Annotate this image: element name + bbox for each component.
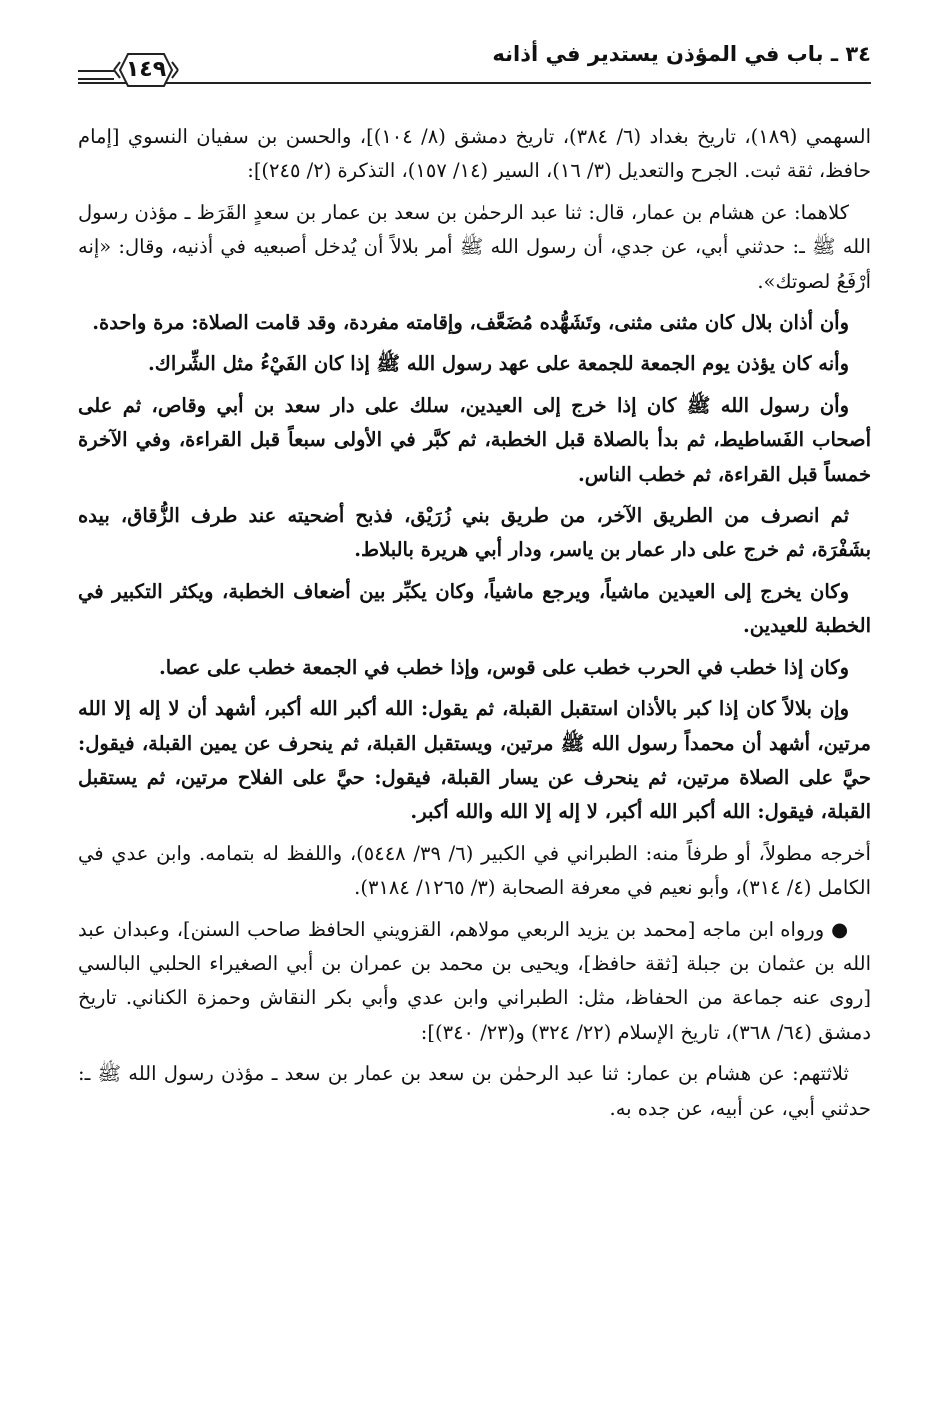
paragraph: ثلاثتهم: عن هشام بن عمار: ثنا عبد الرحمٰن بن سعد بن عمار بن سعد ـ مؤذن رسول الله ﷺ ـ: حدثني أبي، عن أبيه، عن جده به. [78, 1062, 871, 1120]
paragraph: ثم انصرف من الطريق الآخر، من طريق بني زُرَيْق، فذبح أضحيته عند طرف الزُّقاق، بيده بشَفْرَة، ثم خرج على دار عمار بن ياسر، ودار أبي هريرة بالبلاط. [78, 504, 871, 562]
paragraph: وأن رسول الله ﷺ كان إذا خرج إلى العيدين، سلك على دار سعد بن أبي وقاص، ثم على أصحاب الفَساطيط، ثم بدأ بالصلاة قبل الخطبة، ثم كبَّر في الأولى سبعاً قبل القراءة، وفي الآخرة خمساً قبل القراءة، ثم خطب الناس. [78, 393, 871, 486]
paragraph-text: ورواه ابن ماجه [محمد بن يزيد الربعي مولاهم، القزويني الحافظ صاحب السنن]، وعبدان عبد الله بن عثمان بن جبلة [ثقة حافظ]، ويحيى بن محمد بن عمران بن أبي الصغيراء الحلبي البالسي [روى عنه جماعة من الحفاظ، مثل: الطبراني وابن عدي وأبي بكر النقاش وحمزة الكناني. تاريخ دمشق (٦٤/ ٣٦٨)، تاريخ الإسلام (٢٢/ ٣٢٤) و(٢٣/ ٣٤٠)]: [78, 917, 871, 1044]
paragraph: السهمي (١٨٩)، تاريخ بغداد (٦/ ٣٨٤)، تاريخ دمشق (٨/ ١٠٤)]، والحسن بن سفيان النسوي [إمام حافظ، ثقة ثبت. الجرح والتعديل (٣/ ١٦)، السير (١٤/ ١٥٧)، التذكرة (٢/ ٢٤٥)]: [78, 125, 872, 183]
header-double-rule [78, 70, 114, 80]
page-number-badge [110, 50, 182, 90]
chapter-title: ٣٤ ـ باب في المؤذن يستدير في أذانه [492, 42, 871, 66]
header-rule [78, 82, 871, 84]
paragraph: وكان يخرج إلى العيدين ماشياً، ويرجع ماشياً، وكان يكبِّر بين أضعاف الخطبة، ويكثر التكبير في الخطبة للعيدين. [78, 579, 871, 638]
paragraph-with-bullet [78, 913, 871, 1051]
page-number: ١٤٩ [125, 57, 167, 82]
paragraph: وكان إذا خطب في الحرب خطب على قوس، وإذا خطب في الجمعة خطب على عصا. [158, 655, 849, 679]
paragraph: وإن بلالاً كان إذا كبر بالأذان استقبل القبلة، ثم يقول: الله أكبر الله أكبر، أشهد أن لا إله إلا الله مرتين، أشهد أن محمداً رسول الله ﷺ مرتين، ويستقبل القبلة، ثم ينحرف عن يمين القبلة، فيقول: حيَّ على الصلاة مرتين، ثم ينحرف عن يسار القبلة، فيقول: حيَّ على الفلاح مرتين، ثم يستقبل القبلة، فيقول: الله أكبر الله أكبر، لا إله إلا الله والله أكبر. [78, 697, 871, 824]
bullet-marker: ● [831, 917, 850, 941]
page-body [78, 120, 871, 1133]
paragraph: أخرجه مطولاً، أو طرفاً منه: الطبراني في الكبير (٦/ ٣٩/ ٥٤٤٨)، واللفظ له بتمامه. وابن عدي في الكامل (٤/ ٣١٤)، وأبو نعيم في معرفة الصحابة (٣/ ١٢٦٥/ ٣١٨٤). [78, 841, 871, 900]
page-header [78, 30, 871, 94]
paragraph: كلاهما: عن هشام بن عمار، قال: ثنا عبد الرحمٰن بن سعد بن عمار بن سعدٍ القَرَظ ـ مؤذن رسول الله ﷺ ـ: حدثني أبي، عن جدي، أن رسول الله ﷺ أمر بلالاً أن يُدخل أصبعيه في أذنيه، وقال: «إنه أرْفَعُ لصوتك». [78, 200, 871, 293]
paragraph: وأن أذان بلال كان مثنى مثنى، وتَشَهُّده مُضَعَّف، وإقامته مفردة، وقد قامت الصلاة: مرة واحدة. [92, 311, 849, 335]
paragraph: وأنه كان يؤذن يوم الجمعة للجمعة على عهد رسول الله ﷺ إذا كان الفَيْءُ مثل الشِّراك. [147, 352, 849, 376]
